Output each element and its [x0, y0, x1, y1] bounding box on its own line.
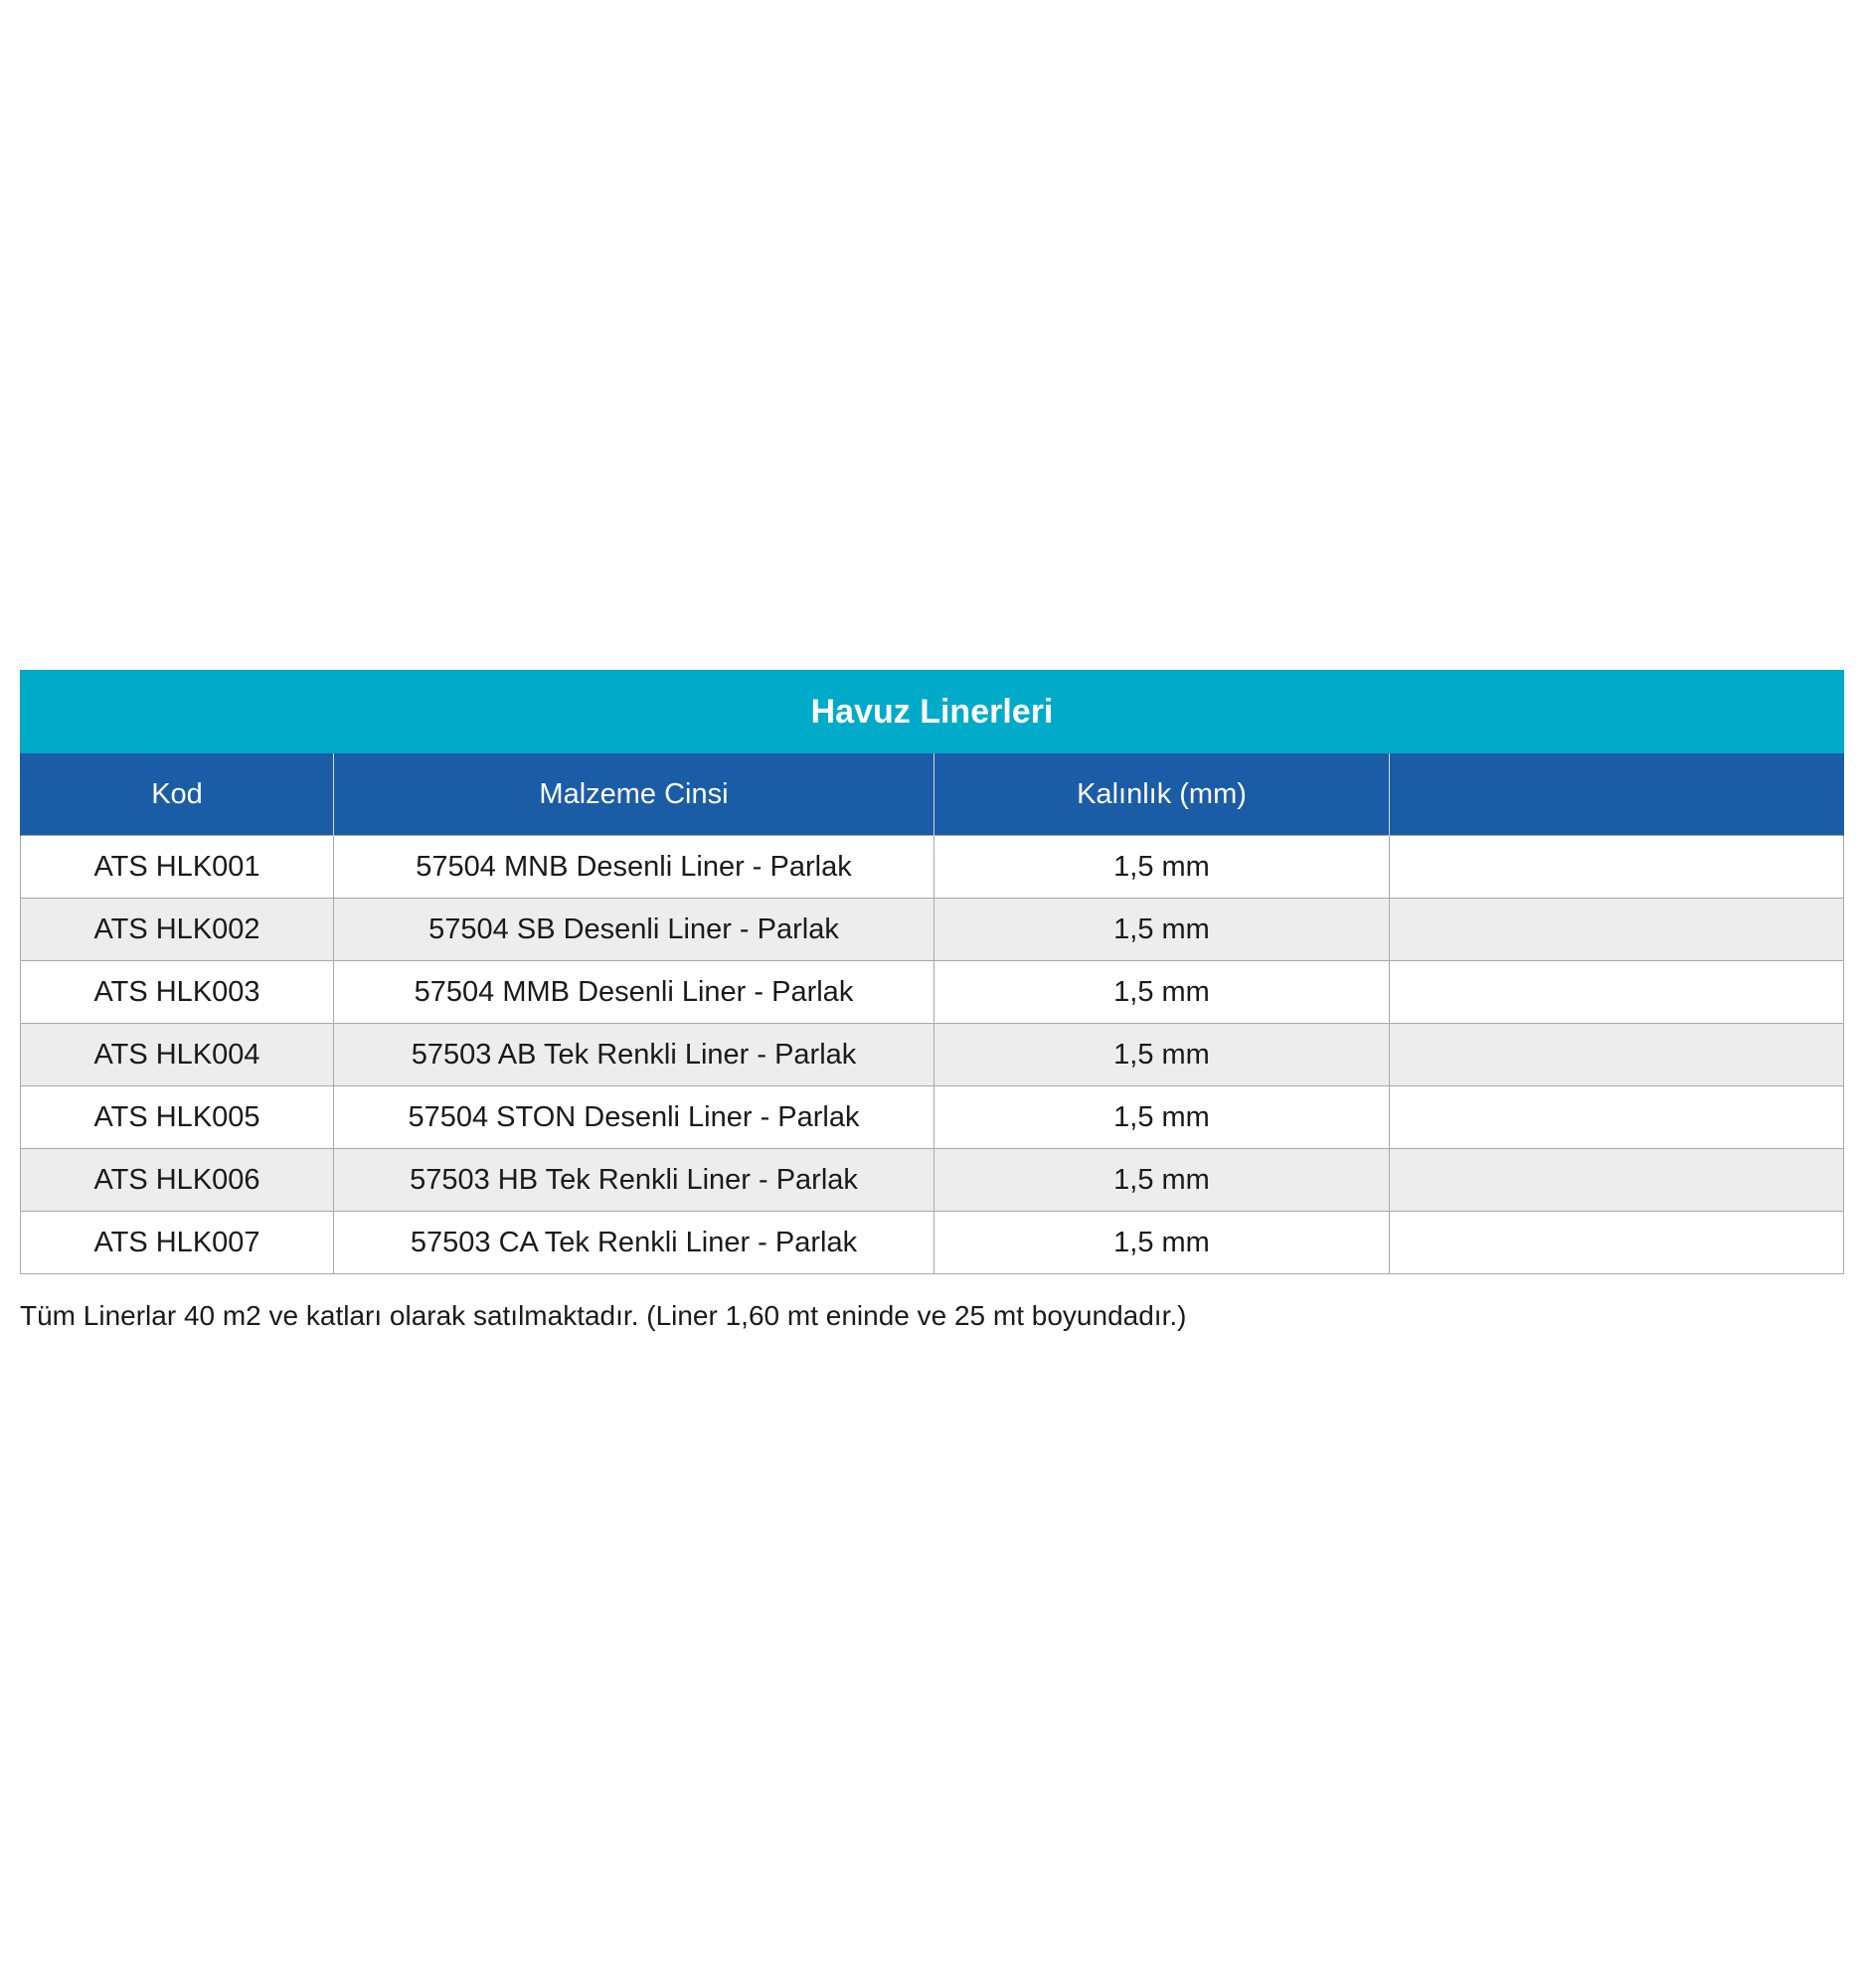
cell-kod: ATS HLK003: [21, 961, 334, 1024]
column-header-kod: Kod: [21, 753, 334, 836]
cell-kod: ATS HLK004: [21, 1024, 334, 1086]
cell-kalinlik: 1,5 mm: [934, 1212, 1390, 1274]
cell-malzeme: 57504 STON Desenli Liner - Parlak: [334, 1086, 934, 1149]
cell-malzeme: 57503 HB Tek Renkli Liner - Parlak: [334, 1149, 934, 1212]
cell-extra: [1390, 1086, 1844, 1149]
liner-table: [20, 670, 1844, 1274]
cell-kod: ATS HLK002: [21, 899, 334, 961]
table-row: [21, 1086, 1844, 1149]
cell-extra: [1390, 836, 1844, 899]
cell-kod: ATS HLK001: [21, 836, 334, 899]
column-header-empty: [1390, 753, 1844, 836]
cell-kalinlik: 1,5 mm: [934, 1086, 1390, 1149]
table-title: Havuz Linerleri: [21, 671, 1844, 753]
column-header-malzeme-cinsi: Malzeme Cinsi: [334, 753, 934, 836]
table-row: [21, 1024, 1844, 1086]
table-row: [21, 961, 1844, 1024]
table-row: [21, 1212, 1844, 1274]
table-header-row: [21, 753, 1844, 836]
cell-extra: [1390, 1024, 1844, 1086]
cell-extra: [1390, 1212, 1844, 1274]
cell-extra: [1390, 1149, 1844, 1212]
table-row: [21, 1149, 1844, 1212]
cell-malzeme: 57503 AB Tek Renkli Liner - Parlak: [334, 1024, 934, 1086]
table-title-row: [21, 671, 1844, 753]
cell-kalinlik: 1,5 mm: [934, 961, 1390, 1024]
cell-malzeme: 57504 MNB Desenli Liner - Parlak: [334, 836, 934, 899]
cell-extra: [1390, 961, 1844, 1024]
cell-kod: ATS HLK006: [21, 1149, 334, 1212]
cell-malzeme: 57503 CA Tek Renkli Liner - Parlak: [334, 1212, 934, 1274]
cell-malzeme: 57504 SB Desenli Liner - Parlak: [334, 899, 934, 961]
column-header-kalinlik: Kalınlık (mm): [934, 753, 1390, 836]
cell-kalinlik: 1,5 mm: [934, 1024, 1390, 1086]
liner-table-container: [20, 670, 1843, 1274]
cell-kalinlik: 1,5 mm: [934, 899, 1390, 961]
cell-kod: ATS HLK005: [21, 1086, 334, 1149]
cell-kalinlik: 1,5 mm: [934, 836, 1390, 899]
footnote: Tüm Linerlar 40 m2 ve katları olarak satılmaktadır. (Liner 1,60 mt eninde ve 25 mt boyundadır.): [20, 1300, 1187, 1331]
cell-kod: ATS HLK007: [21, 1212, 334, 1274]
cell-kalinlik: 1,5 mm: [934, 1149, 1390, 1212]
cell-extra: [1390, 899, 1844, 961]
table-row: [21, 836, 1844, 899]
table-row: [21, 899, 1844, 961]
cell-malzeme: 57504 MMB Desenli Liner - Parlak: [334, 961, 934, 1024]
